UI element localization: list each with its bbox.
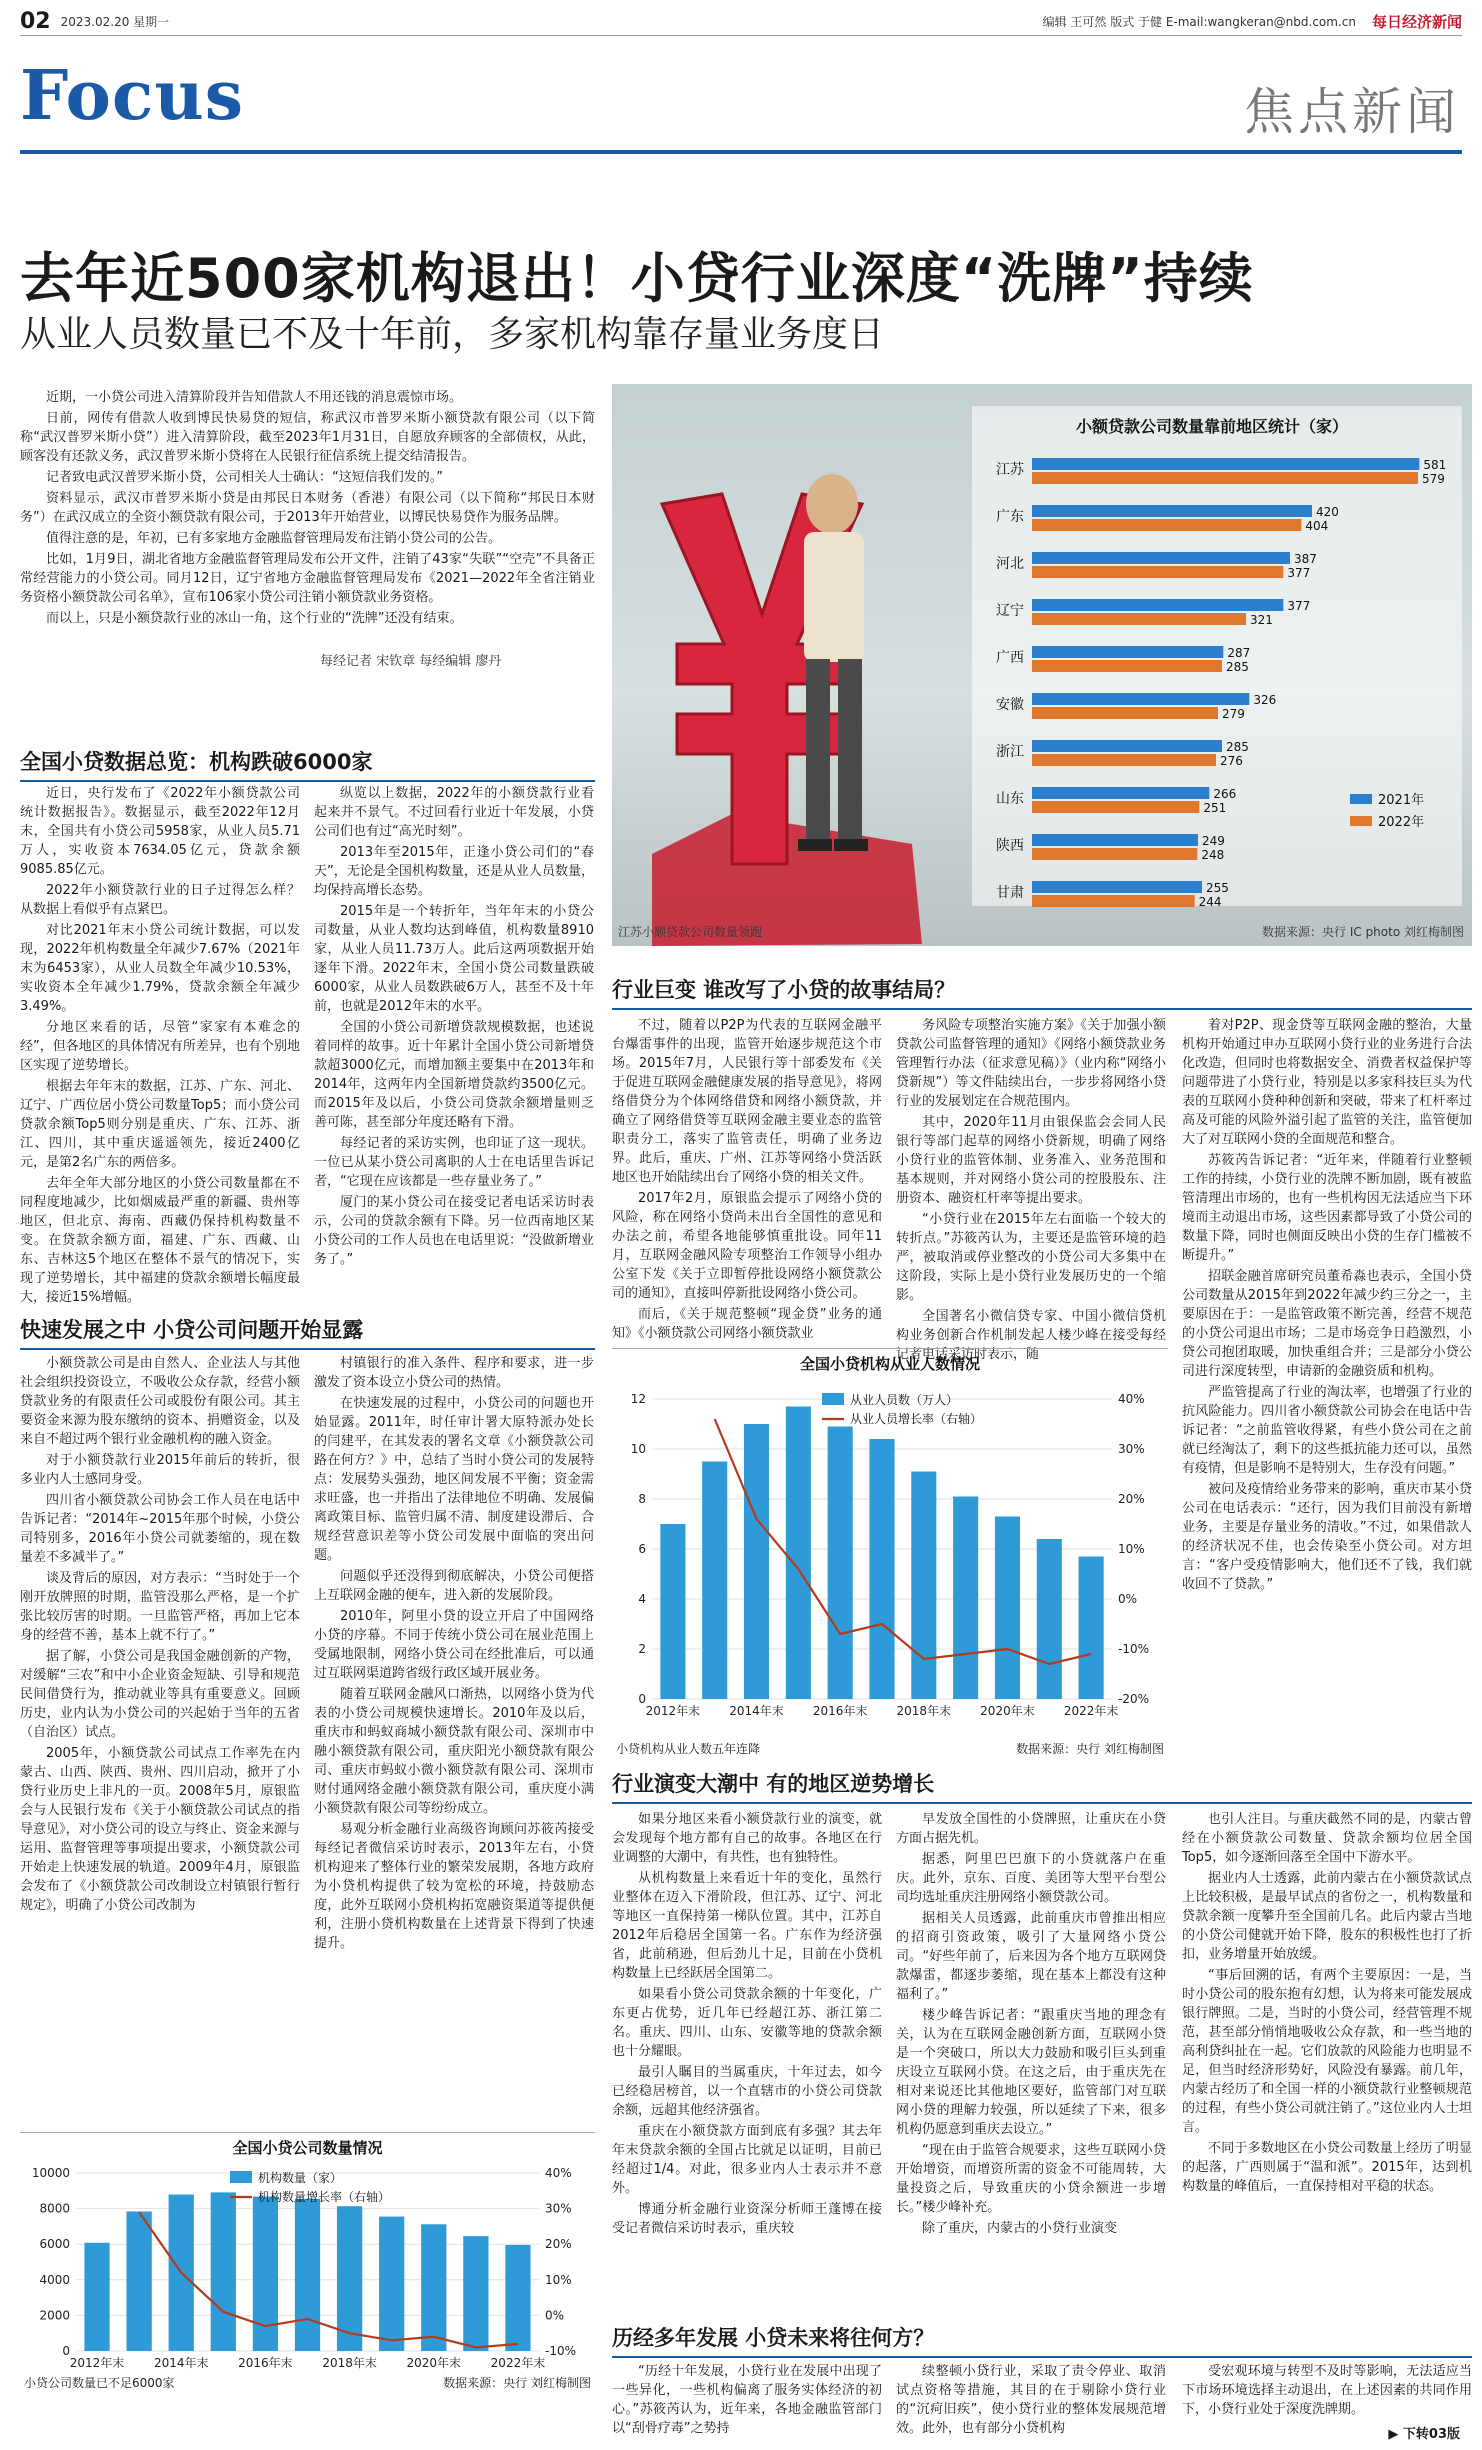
paragraph: 2017年2月，原银监会提示了网络小贷的风险，称在网络小贷尚未出台全国性的意见和办法之前，希望各地能够慎重批设。同年11月，互联网金融风险专项整治工作领导小组办公室下发《关于立即暂停批设网络小额贷款公司的通知》，直接叫停新批设网络小贷公司。 — [612, 1191, 882, 1301]
paragraph: 2005年，小额贷款公司试点工作率先在内蒙古、山西、陕西、贵州、四川启动，掀开了小贷行业历史上非凡的一页。2008年5月，原银监会与人民银行发布《关于小额贷款公司试点的指导意见》，对小贷公司的设立与终止、资金来源与运用、监督管理等事项提出要求，小额贷款公司开始走上快速发展的轨道。2009年4月，原银监会发布了《小额贷款公司改制设立村镇银行暂行规定》，明确了小贷公司改制为 — [20, 1746, 300, 1913]
bar-value-label: 326 — [1253, 693, 1277, 707]
y-tick-label: 10000 — [31, 2166, 70, 2180]
y2-tick-label: 30% — [1118, 1442, 1145, 1456]
paragraph: 不过，随着以P2P为代表的互联网金融平台爆雷事件的出现，监管开始逐步规范这个市场。2015年7月，人民银行等十部委发布《关于促进互联网金融健康发展的指导意见》，将网络借贷分为个体网络借贷和网络小额贷款，并确立了网络借贷等互联网金融主要业态的监管职责分工，落实了监管责任，明确了业务边界。此后，重庆、广州、江苏等网络小贷活跃地区也开始陆续出台了网络小贷的相关文件。 — [612, 1018, 882, 1185]
paragraph: 问题似乎还没得到彻底解决，小贷公司便搭上互联网金融的便车，进入新的发展阶段。 — [314, 1569, 594, 1603]
bar — [660, 1524, 685, 1699]
category-label: 甘肃 — [996, 885, 1024, 901]
bar — [1032, 693, 1249, 705]
byline: 每经记者 宋钦章 每经编辑 廖丹 — [320, 654, 502, 669]
bar — [211, 2192, 236, 2351]
y-tick-label: 2 — [638, 1642, 646, 1656]
paragraph: “事后回溯的话，有两个主要原因：一是，当时小贷公司的股东抱有幻想，认为将来可能发展成银行牌照。二是，当时的小贷公司，经营管理不规范，甚至部分悄悄地吸收公众存款，和一些当地的高利贷纠扯在一起。它们放款的风险能力也明显不足，但当时经济形势好，风险没有暴露。前几年，内蒙古经历了和全国一样的小额贷款行业整顿规范的过程，有些小贷公司就注销了。”这位业内人士坦言。 — [1182, 1968, 1472, 2135]
bar-value-label: 266 — [1213, 787, 1237, 801]
bar — [1032, 834, 1198, 846]
paragraph: 对于小额贷款行业2015年前后的转折，很多业内人士感同身受。 — [20, 1453, 300, 1487]
y-tick-label: 6 — [638, 1542, 646, 1556]
bar — [1032, 646, 1223, 658]
paragraph: 近期，一小贷公司进入清算阶段并告知借款人不用还钱的消息震惊市场。 — [46, 390, 463, 405]
y-tick-label: 0 — [638, 1692, 646, 1706]
industry-change-column-1 — [612, 1016, 882, 1341]
y2-tick-label: -10% — [545, 2344, 577, 2358]
category-label: 山东 — [996, 791, 1024, 807]
paragraph: 值得注意的是，年初，已有多家地方金融监督管理局发布注销小贷公司的公告。 — [46, 531, 502, 546]
bar — [1032, 566, 1283, 578]
y-tick-label: 4000 — [39, 2272, 70, 2287]
section-heading-development: 快速发展之中 小贷公司问题开始显露 — [20, 1314, 595, 1350]
bar — [828, 1427, 853, 1700]
bar — [84, 2243, 109, 2351]
section-heading-regional: 行业演变大潮中 有的地区逆势增长 — [612, 1768, 1472, 1804]
category-label: 江苏 — [996, 462, 1024, 478]
y-tick-label: 8 — [638, 1492, 646, 1506]
bar — [995, 1517, 1020, 1700]
bar — [421, 2224, 446, 2351]
y-tick-label: 10 — [630, 1442, 646, 1456]
development-column-2 — [314, 1354, 594, 2090]
bar-value-label: 255 — [1206, 881, 1229, 895]
paragraph: 而以上，只是小额贷款行业的冰山一角，这个行业的“洗牌”还没有结束。 — [46, 611, 463, 626]
paragraph: 易观分析金融行业高级咨询顾问苏筱芮接受每经记者微信采访时表示，2013年左右，小贷机构迎来了整体行业的繁荣发展期，各地方政府为小贷机构提供了较为宽松的环境，持鼓励态度，此外互联网小贷机构拓宽融资渠道等提供便利，注册小贷机构数量在上述背景下得到了快速提升。 — [314, 1822, 594, 1951]
x-tick-label: 2022年末 — [490, 2356, 546, 2370]
bar-value-label: 285 — [1226, 660, 1249, 674]
chart-caption: 小贷机构从业人数五年连降 — [616, 1742, 761, 1756]
bar — [1079, 1557, 1104, 1700]
bar-value-label: 377 — [1287, 599, 1311, 613]
top-bar — [20, 8, 1462, 36]
legend-label: 从业人员数（万人） — [850, 1393, 959, 1407]
x-tick-label: 2014年末 — [729, 1704, 784, 1718]
x-tick-label: 2020年末 — [980, 1704, 1035, 1718]
future-column-3 — [1182, 2362, 1472, 2422]
legend-swatch — [1350, 794, 1372, 804]
x-tick-label: 2016年末 — [238, 2356, 293, 2370]
photo-region-chart — [612, 384, 1472, 946]
chart-title: 全国小贷公司数量情况 — [232, 2139, 383, 2157]
bar-value-label: 581 — [1423, 458, 1447, 472]
section-title: 焦点新闻 — [1244, 83, 1460, 141]
paragraph: 记者致电武汉普罗米斯小贷，公司相关人士确认：“这短信我们发的。” — [46, 470, 443, 485]
bar — [1032, 660, 1222, 672]
section-heading-industry-change: 行业巨变 谁改写了小贷的故事结局？ — [612, 974, 1472, 1010]
y2-tick-label: 10% — [1118, 1542, 1145, 1556]
paragraph: 最引人瞩目的当属重庆，十年过去，如今已经稳居榜首，以一个直辖市的小贷公司贷款余额，远超其他经济强省。 — [612, 2065, 882, 2118]
bar-value-label: 420 — [1316, 505, 1339, 519]
category-label: 广东 — [996, 509, 1024, 525]
legend-label: 2021年 — [1378, 793, 1425, 808]
paragraph: 随着互联网金融风口渐热，以网络小贷为代表的小贷公司规模快速增长。2010年及以后，重庆市和蚂蚁商城小额贷款有限公司、深圳市中融小额贷款有限公司，重庆阳光小额贷款有限公司、重庆市蚂蚁小微小额贷款有限公司、深圳市财付通网络金融小额贷款有限公司，重庆度小满小额贷款有限公司等纷纷成立。 — [314, 1687, 594, 1816]
y2-tick-label: 40% — [1118, 1392, 1145, 1406]
section-heading-future: 历经多年发展 小贷未来将往何方？ — [612, 2322, 1472, 2358]
bar — [744, 1424, 769, 1699]
paragraph: 全国著名小微信贷专家、中国小微信贷机构业务创新合作机制发起人楼少峰在接受每经记者电话采访时表示，随 — [896, 1309, 1166, 1362]
paragraph: 被问及疫情给业务带来的影响，重庆市某小贷公司在电话表示：“还行，因为我们目前没有新增业务，主要是存量业务的清收。”不过，如果借款人的经济状况不佳，也会传染至小贷公司。对方坦言：“客户受疫情影响大，他们还不了钱，我们就收回不了贷款。” — [1182, 1482, 1472, 1592]
bar — [1032, 552, 1290, 564]
x-tick-label: 2012年末 — [69, 2356, 125, 2370]
bar — [253, 2197, 278, 2351]
paragraph: 小额贷款公司是由自然人、企业法人与其他社会组织投资设立，不吸收公众存款，经营小额贷款业务的有限责任公司或股份有限公司。其主要资金来源为股东缴纳的资本、捐赠资金，以及来自不超过两个银行业金融机构的融入资金。 — [20, 1356, 300, 1447]
paragraph: 在快速发展的过程中，小贷公司的问题也开始显露。2011年，时任审计署大原特派办处长的闫建平，在其发表的署名文章《小额贷款公司路在何方？》中，总结了当时小贷公司的发展特点：发展势头强劲，地区间发展不平衡；资金需求旺盛，也一并指出了法律地位不明确、发展偏离政策目标、监管归属不清、制度建设滞后、合规经营意识差等小贷公司发展中面临的突出问题。 — [314, 1396, 594, 1563]
bar — [911, 1472, 936, 1700]
regional-column-3 — [1182, 1810, 1472, 2310]
paragraph: 去年全年大部分地区的小贷公司数量都在不同程度地减少，比如烟威最严重的新疆、贵州等地区，但北京、海南、西藏仍保持机构数量不变。在贷款余额方面，福建、广东、西藏、山东、吉林这5个地区在整体不景气的情况下，实现了逆势增长，其中福建的贷款余额增长幅度最大，接近15%增幅。 — [20, 1176, 300, 1305]
paragraph: 苏筱芮告诉记者：“近年来，伴随着行业整顿工作的持续，小贷行业的洗牌不断加剧，既有被监管清理出市场的，也有一些机构因无法适应当下环境而主动退出市场，这些因素都导致了小贷公司的数量下降，同时也侧面反映出小贷的生存门槛被不断提升。” — [1182, 1153, 1472, 1263]
bar — [1032, 599, 1283, 611]
x-tick-label: 2012年末 — [645, 1704, 701, 1718]
photo-caption: 江苏小额贷款公司数量领跑 — [618, 925, 763, 939]
bar-value-label: 249 — [1202, 834, 1225, 848]
y-tick-label: 8000 — [39, 2201, 70, 2216]
paragraph: 受宏观环境与转型不及时等影响，无法适应当下市场环境选择主动退出，在上述因素的共同作用下，小贷行业处于深度洗牌期。 — [1182, 2364, 1472, 2417]
paragraph: 2015年是一个转折年，当年年末的小贷公司数量，从业人数均达到峰值，机构数量8910家，从业人员11.73万人。此后这两项数据开始逐年下滑。2022年末，全国小贷公司数量跌破6000家，从业人员数跌破6万人，甚至不及十年前，也就是2012年末的水平。 — [314, 904, 594, 1014]
bar — [1032, 848, 1197, 860]
paragraph: 近日，央行发布了《2022年小额贷款公司统计数据报告》。数据显示，截至2022年12月末，全国共有小贷公司5958家，从业人员5.71万人，实收资本7634.05亿元，贷款余额9085.85亿元。 — [20, 786, 300, 877]
photo-source: 数据来源：央行 IC photo 刘红梅制图 — [1262, 925, 1464, 939]
legend-swatch — [822, 1393, 844, 1405]
category-label: 广西 — [996, 650, 1024, 666]
y2-tick-label: 30% — [545, 2201, 572, 2216]
bar — [463, 2236, 488, 2351]
y-tick-label: 12 — [630, 1392, 646, 1406]
paragraph: 纵览以上数据，2022年的小额贷款行业看起来并不景气。不过回看行业近十年发展，小贷公司们也有过“高光时刻”。 — [314, 786, 594, 839]
bar-value-label: 285 — [1226, 740, 1249, 754]
future-column-2 — [896, 2362, 1166, 2436]
chart-title: 全国小贷机构从业人数情况 — [799, 1355, 981, 1373]
paragraph: 厦门的某小贷公司在接受记者电话采访时表示，公司的贷款余额有下降。另一位西南地区某小贷公司的工作人员也在电话里说：“没做新增业务了。” — [314, 1195, 594, 1267]
legend-label: 2022年 — [1378, 815, 1425, 830]
y2-tick-label: 0% — [1118, 1592, 1138, 1606]
legend-label: 从业人员增长率（右轴） — [850, 1412, 983, 1426]
paragraph: 严监管提高了行业的淘汰率，也增强了行业的抗风险能力。四川省小额贷款公司协会在电话中告诉记者：“之前监管收得紧，有些小贷公司在之前就已经淘汰了，剩下的这些抵抗能力还可以，虽然有疫情，但是影响不是特别大，生存没有问题。” — [1182, 1385, 1472, 1476]
paragraph: 村镇银行的准入条件、程序和要求，进一步激发了资本设立小贷公司的热情。 — [314, 1356, 594, 1390]
paragraph: 根据去年年末的数据，江苏、广东、河北、辽宁、广西位居小贷公司数量Top5；而小贷公司贷款余额Top5则分别是重庆、广东、江苏、浙江、四川，其中重庆遥遥领先，接近2400亿元，是第2名广东的两倍多。 — [20, 1079, 300, 1170]
bar — [869, 1439, 894, 1699]
legend-swatch — [230, 2171, 252, 2183]
institutions-chart-svg — [20, 2133, 595, 2393]
newspaper-brand: 每日经济新闻 — [1371, 13, 1462, 31]
editor-credits: 编辑 王可然 版式 于健 E-mail:wangkeran@nbd.com.cn — [1042, 15, 1356, 29]
x-tick-label: 2018年末 — [896, 1704, 952, 1718]
paragraph: 资料显示，武汉市普罗米斯小贷是由邦民日本财务（香港）有限公司（以下简称“邦民日本财务”）在武汉成立的全资小额贷款有限公司，于2013年开始营业，以博民快易贷作为服务品牌。 — [20, 491, 595, 525]
bar — [786, 1407, 811, 1700]
overview-column-1 — [20, 784, 300, 1305]
paragraph: 据相关人员透露，此前重庆市曾推出相应的招商引资政策，吸引了大量网络小贷公司。“好些年前了，后来因为各个地方互联网贷款爆雷，都逐步萎缩，现在基本上都没有这种福利了。” — [896, 1911, 1166, 2002]
paragraph: 务风险专项整治实施方案》《关于加强小额贷款公司监督管理的通知》《网络小额贷款业务管理暂行办法（征求意见稿）》（业内称“网络小贷新规”）等文件陆续出台，一步步将网络小贷行业的发展划定在合规范围内。 — [896, 1018, 1166, 1109]
employees-chart — [612, 1348, 1168, 1758]
chart-source: 数据来源：央行 刘红梅制图 — [443, 2376, 591, 2390]
category-label: 浙江 — [996, 744, 1024, 760]
paragraph: “现在由于监管合规要求，这些互联网小贷开始增资，而增资所需的资金不可能周转，大量投资之后，导致重庆的小贷余额进一步增长。”楼少峰补充。 — [896, 2143, 1166, 2215]
focus-masthead: Focus — [20, 56, 245, 136]
paragraph: 楼少峰告诉记者：“跟重庆当地的理念有关，认为在互联网金融创新方面，互联网小贷是一个突破口，所以大力鼓励和吸引巨头到重庆设立互联网小贷。在这之后，由于重庆先在相对来说还比其他地区要好，监管部门对互联网小贷的理解力较强，所以延续了下来，很多机构仍愿意到重庆去设立。” — [896, 2008, 1166, 2137]
paragraph: 从机构数量上来看近十年的变化，虽然行业整体在迈入下滑阶段，但江苏、辽宁、河北等地区一直保持第一梯队位置。其中，江苏自2012年后稳居全国第一名。广东作为经济强省，此前稍逊，但后劲儿十足，目前在小贷机构数量上已经跃居全国第二。 — [612, 1871, 882, 1981]
industry-change-column-2 — [896, 1016, 1166, 1362]
bar-value-label: 287 — [1227, 646, 1251, 660]
paragraph: 不同于多数地区在小贷公司数量上经历了明显的起落，广西则属于“温和派”。2015年，达到机构数量的峰值后，一直保持相对平稳的状态。 — [1182, 2141, 1472, 2194]
paragraph: 重庆在小额贷款方面到底有多强？其去年年末贷款余额的全国占比就足以证明，目前已经超过1/4。对此，很多业内人士表示并不意外。 — [612, 2124, 882, 2196]
regional-column-1 — [612, 1810, 882, 2310]
paragraph: 比如，1月9日，湖北省地方金融监督管理局发布公开文件，注销了43家“失联”“空壳”不具备正常经营能力的小贷公司。同月12日，辽宁省地方金融监督管理局发布《2021—2022年全省注销业务资格小额贷款公司名单》，宣布106家小贷公司注销小额贷款业务资格。 — [20, 552, 595, 605]
paragraph: 2022年小额贷款行业的日子过得怎么样？从数据上看似乎有点紧巴。 — [20, 883, 300, 917]
bar-value-label: 321 — [1250, 613, 1273, 627]
paragraph: 2010年，阿里小贷的设立开启了中国网络小贷的序幕。不同于传统小贷公司在展业范围上受属地限制，网络小贷公司在经批准后，可以通过互联网渠道跨省级行政区域开展业务。 — [314, 1609, 594, 1681]
y-tick-label: 4 — [638, 1592, 646, 1606]
paragraph: 如果分地区来看小额贷款行业的演变，就会发现每个地方都有自己的故事。各地区在行业调整的大潮中，有共性，也有独特性。 — [612, 1812, 882, 1865]
bar — [1032, 801, 1199, 813]
bar — [1032, 754, 1216, 766]
y-tick-label: 2000 — [39, 2308, 70, 2323]
bar — [1037, 1539, 1062, 1699]
main-headline: 去年近500家机构退出！小贷行业深度“洗牌”持续 — [20, 247, 1254, 310]
bar — [1032, 519, 1301, 531]
paragraph: 2013年至2015年，正逢小贷公司们的“春天”，无论是全国机构数量，还是从业人员数量，均保持高增长态势。 — [314, 845, 594, 898]
masthead-rule — [20, 150, 1462, 154]
y-tick-label: 6000 — [39, 2237, 70, 2252]
paragraph: 分地区来看的话，尽管“家家有本难念的经”，但各地区的具体情况有所差异，也有个别地区实现了逆势增长。 — [20, 1020, 300, 1073]
bar-value-label: 279 — [1222, 707, 1245, 721]
y2-tick-label: 20% — [1118, 1492, 1145, 1506]
paragraph: “历经十年发展，小贷行业在发展中出现了一些异化，一些机构偏离了服务实体经济的初心。”苏筱芮认为，近年来，各地金融监管部门以“刮骨疗毒”之势持 — [612, 2364, 882, 2436]
bar-value-label: 251 — [1203, 801, 1227, 815]
y2-tick-label: 0% — [545, 2308, 565, 2323]
x-tick-label: 2022年末 — [1063, 1704, 1119, 1718]
paragraph: 据了解，小贷公司是我国金融创新的产物，对缓解“三农”和中小企业资金短缺、引导和规范民间借贷行为，推动就业等具有重要意义。回顾历史，业内认为小贷公司的兴起始于当年的五省（自治区）试点。 — [20, 1649, 300, 1740]
bar — [953, 1497, 978, 1700]
y2-tick-label: -10% — [1118, 1642, 1150, 1656]
paragraph: 其中，2020年11月由银保监会会同人民银行等部门起草的网络小贷新规，明确了网络小贷行业的监管体制、业务准入、业务范围和基本规则，并对网络小贷公司的控股股东、注册资本、融资杠杆率等提出要求。 — [896, 1115, 1166, 1206]
y-tick-label: 0 — [62, 2344, 70, 2358]
legend-label: 机构数量增长率（右轴） — [258, 2190, 391, 2204]
sub-headline: 从业人员数量已不及十年前，多家机构靠存量业务度日 — [20, 314, 885, 355]
x-tick-label: 2018年末 — [322, 2356, 377, 2370]
chart-title: 小额贷款公司数量靠前地区统计（家） — [1075, 417, 1349, 436]
industry-change-column-3 — [1182, 1016, 1472, 1756]
paragraph: 着对P2P、现金贷等互联网金融的整治，大量机构开始通过申办互联网小贷行业的业务进行合法化改造，但同时也将数据安全、消费者权益保护等问题带进了小贷行业，特别是以多家科技巨头为代表的互联网小贷种种创新和突破，带来了杠杆率过高及可能的风险外溢引起了监管的关注，监管便加大了对互联网小贷的全面规范和整合。 — [1182, 1018, 1472, 1147]
x-tick-label: 2016年末 — [812, 1704, 868, 1718]
bar — [1032, 458, 1419, 470]
paragraph: 谈及背后的原因，对方表示：“当时处于一个刚开放牌照的时期，监管没那么严格，是一个扩张比较厉害的时期。一旦监管严格，再加上它本身的经营不善，基本上就不行了。” — [20, 1571, 300, 1643]
paragraph: 早发放全国性的小贷牌照，让重庆在小贷方面占据先机。 — [896, 1812, 1166, 1846]
bar-value-label: 404 — [1305, 519, 1329, 533]
employees-chart-svg — [612, 1349, 1168, 1759]
continued-next-page[interactable]: ▶ 下转03版 — [1388, 2427, 1460, 2442]
bar-value-label: 248 — [1201, 848, 1225, 862]
paragraph: 据悉，阿里巴巴旗下的小贷就落户在重庆。此外，京东、百度、美团等大型平台型公司均选址重庆注册网络小额贷款公司。 — [896, 1852, 1166, 1905]
x-tick-label: 2020年末 — [406, 2356, 462, 2370]
lead-paragraphs — [20, 388, 595, 673]
bar-value-label: 244 — [1198, 895, 1222, 909]
bar — [1032, 740, 1222, 752]
paragraph: 据业内人士透露，此前内蒙古在小额贷款试点上比较积极，是最早试点的省份之一，机构数量和贷款余额一度攀升至全国前几名。此后内蒙古当地的小贷公司健就开始下降，股东的积极性也打了折扣，业务增量开始放缓。 — [1182, 1871, 1472, 1962]
bar — [702, 1462, 727, 1700]
development-column-1 — [20, 1354, 300, 2090]
paragraph: 如果看小贷公司贷款余额的十年变化，广东更占优势，近几年已经超江苏、浙江第二名。重庆、四川、山东、安徽等地的贷款余额也十分耀眼。 — [612, 1987, 882, 2059]
category-label: 陕西 — [996, 838, 1024, 854]
growth-line — [715, 1419, 1091, 1664]
paragraph: 而后，《关于规范整顿“现金贷”业务的通知》《小额贷款公司网络小额贷款业 — [612, 1307, 882, 1341]
paragraph: 对比2021年末小贷公司统计数据，可以发现，2022年机构数量全年减少7.67%（2021年末为6453家），从业人员数全年减少10.53%，实收资本全年减少1.79%，贷款余额全年减少3.49%。 — [20, 923, 300, 1014]
bar — [1032, 707, 1218, 719]
overview-column-2 — [314, 784, 594, 1296]
legend-label: 机构数量（家） — [258, 2171, 343, 2185]
bar — [295, 2199, 320, 2351]
bar-value-label: 579 — [1422, 472, 1445, 486]
regional-column-2 — [896, 1810, 1166, 2310]
paragraph: 博通分析金融行业资深分析师王蓬博在接受记者微信采访时表示，重庆较 — [612, 2202, 882, 2236]
paragraph: 四川省小额贷款公司协会工作人员在电话中告诉记者：“2014年~2015年那个时候，小贷公司特别多，2016年小贷公司就萎缩的，现在数量差不多减半了。” — [20, 1493, 300, 1565]
paragraph: 日前，网传有借款人收到博民快易贷的短信，称武汉市普罗米斯小额贷款有限公司（以下简称“武汉普罗米斯小贷”）进入清算阶段，截至2023年1月31日，自愿放弃顾客的全部债权，从此，顾客没有还款义务，武汉普罗米斯小贷将在人民银行征信系统上提交结清报告。 — [20, 411, 595, 464]
y2-tick-label: 20% — [545, 2237, 572, 2252]
bar — [1032, 787, 1209, 799]
issue-date: 2023.02.20 星期一 — [60, 15, 170, 29]
institutions-chart — [20, 2132, 595, 2392]
category-label: 河北 — [996, 556, 1024, 572]
paragraph: 续整顿小贷行业，采取了责令停业、取消试点资格等措施，其目的在于剔除小贷行业的“沉疴旧疾”，使小贷行业的整体发展规范增效。此外，也有部分小贷机构 — [896, 2364, 1166, 2436]
section-heading-overview: 全国小贷数据总览：机构跌破6000家 — [20, 746, 595, 782]
y2-tick-label: 40% — [545, 2166, 572, 2180]
bar — [1032, 505, 1312, 517]
category-label: 安徽 — [996, 697, 1024, 713]
bar — [127, 2211, 152, 2351]
bar — [379, 2217, 404, 2351]
page-number: 02 — [20, 9, 51, 34]
bar-value-label: 276 — [1220, 754, 1243, 768]
paragraph: 也引人注目。与重庆截然不同的是，内蒙古曾经在小额贷款公司数量、贷款余额均位居全国Top5，如今逐渐回落至全国中下游水平。 — [1182, 1812, 1472, 1865]
region-bar-chart — [912, 384, 1472, 946]
paragraph: 每经记者的采访实例，也印证了这一现状。一位已从某小贷公司离职的人士在电话里告诉记者，“它现在应该都是一些存量业务了。” — [314, 1136, 594, 1189]
y2-tick-label: -20% — [1118, 1692, 1150, 1706]
paragraph: “小贷行业在2015年左右面临一个较大的转折点。”苏筱芮认为，主要还是监管环境的趋严，被取消或停业整改的小贷公司大多集中在这阶段，实际上是小贷行业发展历史的一个缩影。 — [896, 1212, 1166, 1303]
legend-swatch — [1350, 816, 1372, 826]
paragraph: 除了重庆，内蒙古的小贷行业演变 — [922, 2221, 1118, 2236]
paragraph: 全国的小贷公司新增贷款规模数据，也述说着同样的故事。近十年累计全国小贷公司新增贷款超3000亿元，而增加额主要集中在2013年和2014年，这两年内全国新增贷款约3500亿元。而2015年及以后，小贷公司贷款余额增量则乏善可陈，甚至部分年度还略有下滑。 — [314, 1020, 594, 1130]
chart-caption: 小贷公司数量已不足6000家 — [24, 2376, 175, 2390]
y2-tick-label: 10% — [545, 2272, 572, 2287]
chart-source: 数据来源：央行 刘红梅制图 — [1016, 1742, 1164, 1756]
future-column-1 — [612, 2362, 882, 2436]
bar-value-label: 377 — [1287, 566, 1311, 580]
bar-value-label: 387 — [1294, 552, 1317, 566]
bar — [1032, 895, 1195, 907]
paragraph: 招联金融首席研究员董希淼也表示，全国小贷公司数量从2015年到2022年减少约三分之一，主要原因在于：一是监管政策不断完善，经营不规范的小贷公司退出市场；二是市场竞争日趋激烈，小贷公司抱团取暖，加快重组合并；三是部分小贷公司进行深度转型，申请新的金融资质和机构。 — [1182, 1269, 1472, 1379]
bar — [505, 2245, 530, 2351]
x-tick-label: 2014年末 — [153, 2356, 209, 2370]
bar — [1032, 613, 1246, 625]
bar — [1032, 472, 1418, 484]
category-label: 辽宁 — [996, 603, 1024, 619]
bar — [1032, 881, 1202, 893]
